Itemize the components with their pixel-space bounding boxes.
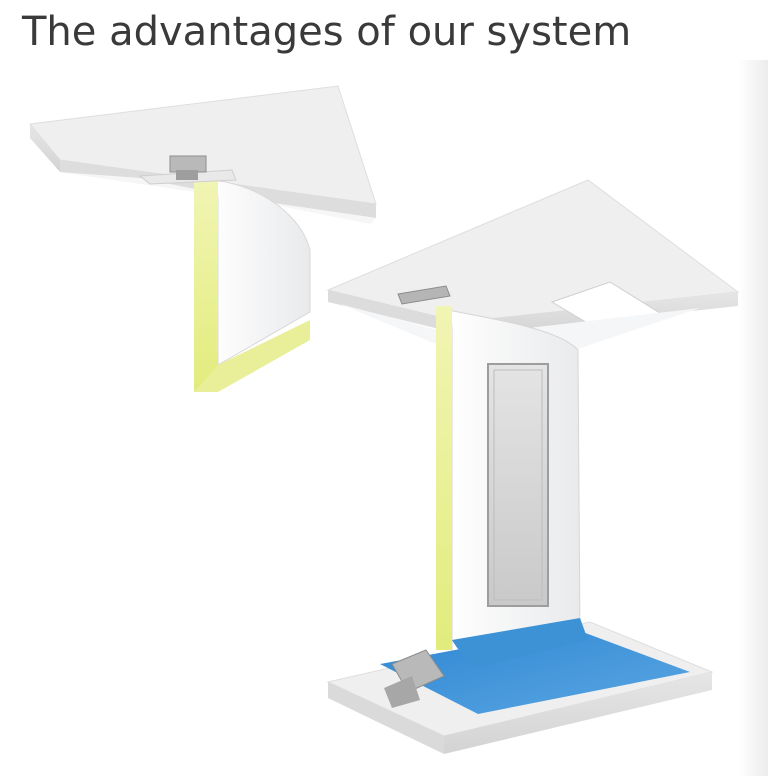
right-edge-shadow [738,60,768,776]
left-insulation-strip [194,180,218,392]
right-insulation-strip [436,306,452,650]
page-title: The advantages of our system [22,9,632,55]
right-assembly [328,180,738,754]
left-profile-block [176,170,198,180]
window-panel-icon [488,364,548,606]
left-assembly [30,86,376,392]
left-profile-rail [170,156,206,172]
